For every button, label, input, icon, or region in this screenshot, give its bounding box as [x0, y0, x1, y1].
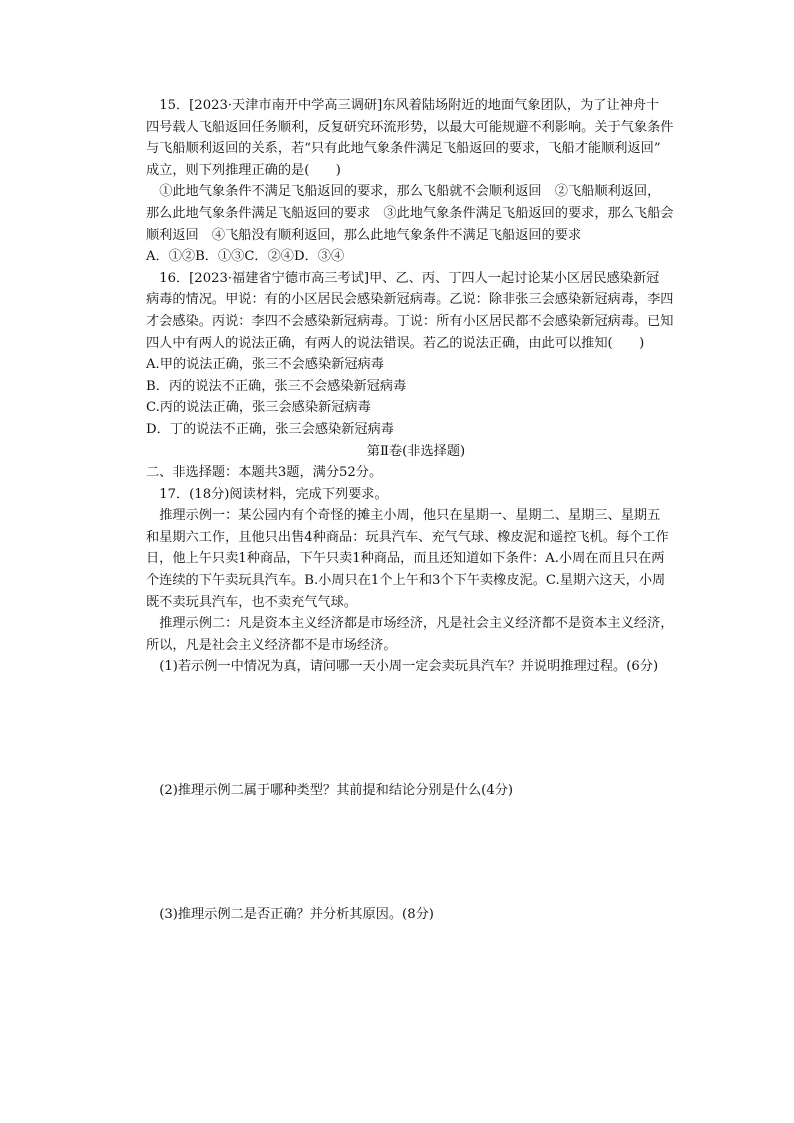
section-2-intro: 二、非选择题：本题共3题，满分52分。 — [146, 465, 383, 481]
q16-stem-line: 病毒的情况。甲说：有的小区居民会感染新冠病毒。乙说：除非张三会感染新冠病毒，李四 — [146, 292, 674, 308]
q16-stem-line: 四人中有两人的说法正确，有两人的说法错误。若乙的说法正确，由此可以推知( ) — [146, 335, 645, 351]
q16-stem-line: 16．[2023·福建省宁德市高三考试]甲、乙、丙、丁四人一起讨论某小区居民感染新冠 — [159, 270, 660, 286]
q16-stem-line: 才会感染。丙说：李四不会感染新冠病毒。丁说：所有小区居民都不会感染新冠病毒。已知 — [146, 313, 674, 329]
q15-stem-line: 成立，则下列推理正确的是( ) — [146, 162, 341, 178]
q16-option-b: B．丙的说法不正确，张三不会感染新冠病毒 — [146, 378, 407, 394]
question-16 — [146, 268, 686, 441]
q17-header: 17．(18分)阅读材料，完成下列要求。 — [159, 486, 388, 502]
question-15 — [146, 95, 686, 268]
answer-space — [146, 802, 686, 904]
q15-item-line: 顺利返回 ④飞船没有顺利返回，那么此地气象条件不满足飞船返回的要求 — [146, 227, 582, 243]
q17-example2-line: 所以，凡是社会主义经济都不是市场经济。 — [146, 637, 397, 653]
q17-example2-line: 推理示例二：凡是资本主义经济都是市场经济，凡是社会主义经济都不是资本主义经济， — [159, 616, 674, 632]
q17-subquestion-2: (2)推理示例二属于哪种类型？其前提和结论分别是什么(4分) — [159, 783, 514, 799]
q15-options: A．①②B．①③C．②④D．③④ — [146, 249, 345, 265]
q17-subquestion-3: (3)推理示例二是否正确？并分析其原因。(8分) — [159, 906, 434, 922]
q17-example1-line: 既不卖玩具汽车，也不卖充气气球。 — [146, 594, 357, 610]
q15-stem-line: 15．[2023·天津市南开中学高三调研]东风着陆场附近的地面气象团队，为了让神舟十 — [159, 98, 660, 113]
q17-example1-line: 推理示例一：某公园内有个奇怪的摊主小周，他只在星期一、星期二、星期三、星期五 — [159, 508, 661, 524]
q15-item-line: ①此地气象条件不满足飞船返回的要求，那么飞船就不会顺利返回 ②飞船顺利返回， — [159, 184, 661, 200]
q16-option-d: D．丁的说法不正确，张三会感染新冠病毒 — [146, 421, 394, 437]
q15-stem-line: 与飞船顺利返回的关系，若“只有此地气象条件满足飞船返回的要求，飞船才能顺利返回” — [146, 141, 661, 157]
q16-option-c: C.丙的说法正确，张三会感染新冠病毒 — [146, 400, 371, 416]
question-17 — [146, 484, 686, 926]
section-2-title: 第Ⅱ卷(非选择题) — [366, 443, 466, 459]
q17-example1-line: 日，他上午只卖1种商品，下午只卖1种商品，而且还知道如下条件：A.小周在而且只在两 — [146, 551, 665, 567]
answer-space — [146, 678, 686, 780]
q15-item-line: 那么此地气象条件满足飞船返回的要求 ③此地气象条件满足飞船返回的要求，那么飞船会 — [146, 205, 674, 221]
q16-option-a: A.甲的说法正确，张三不会感染新冠病毒 — [146, 357, 384, 373]
q17-subquestion-1: (1)若示例一中情况为真，请问哪一天小周一定会卖玩具汽车？并说明推理过程。(6分) — [159, 659, 659, 675]
q15-stem-line: 四号载人飞船返回任务顺利，反复研究环流形势，以最大可能规避不利影响。关于气象条件 — [146, 119, 674, 135]
q17-example1-line: 和星期六工作，且他只出售4种商品：玩具汽车、充气气球、橡皮泥和遥控飞机。每个工作 — [146, 529, 669, 545]
page-content — [146, 95, 686, 925]
q17-example1-line: 个连续的下午卖玩具汽车。B.小周只在1个上午和3个下午卖橡皮泥。C.星期六这天，小周 — [146, 573, 666, 589]
